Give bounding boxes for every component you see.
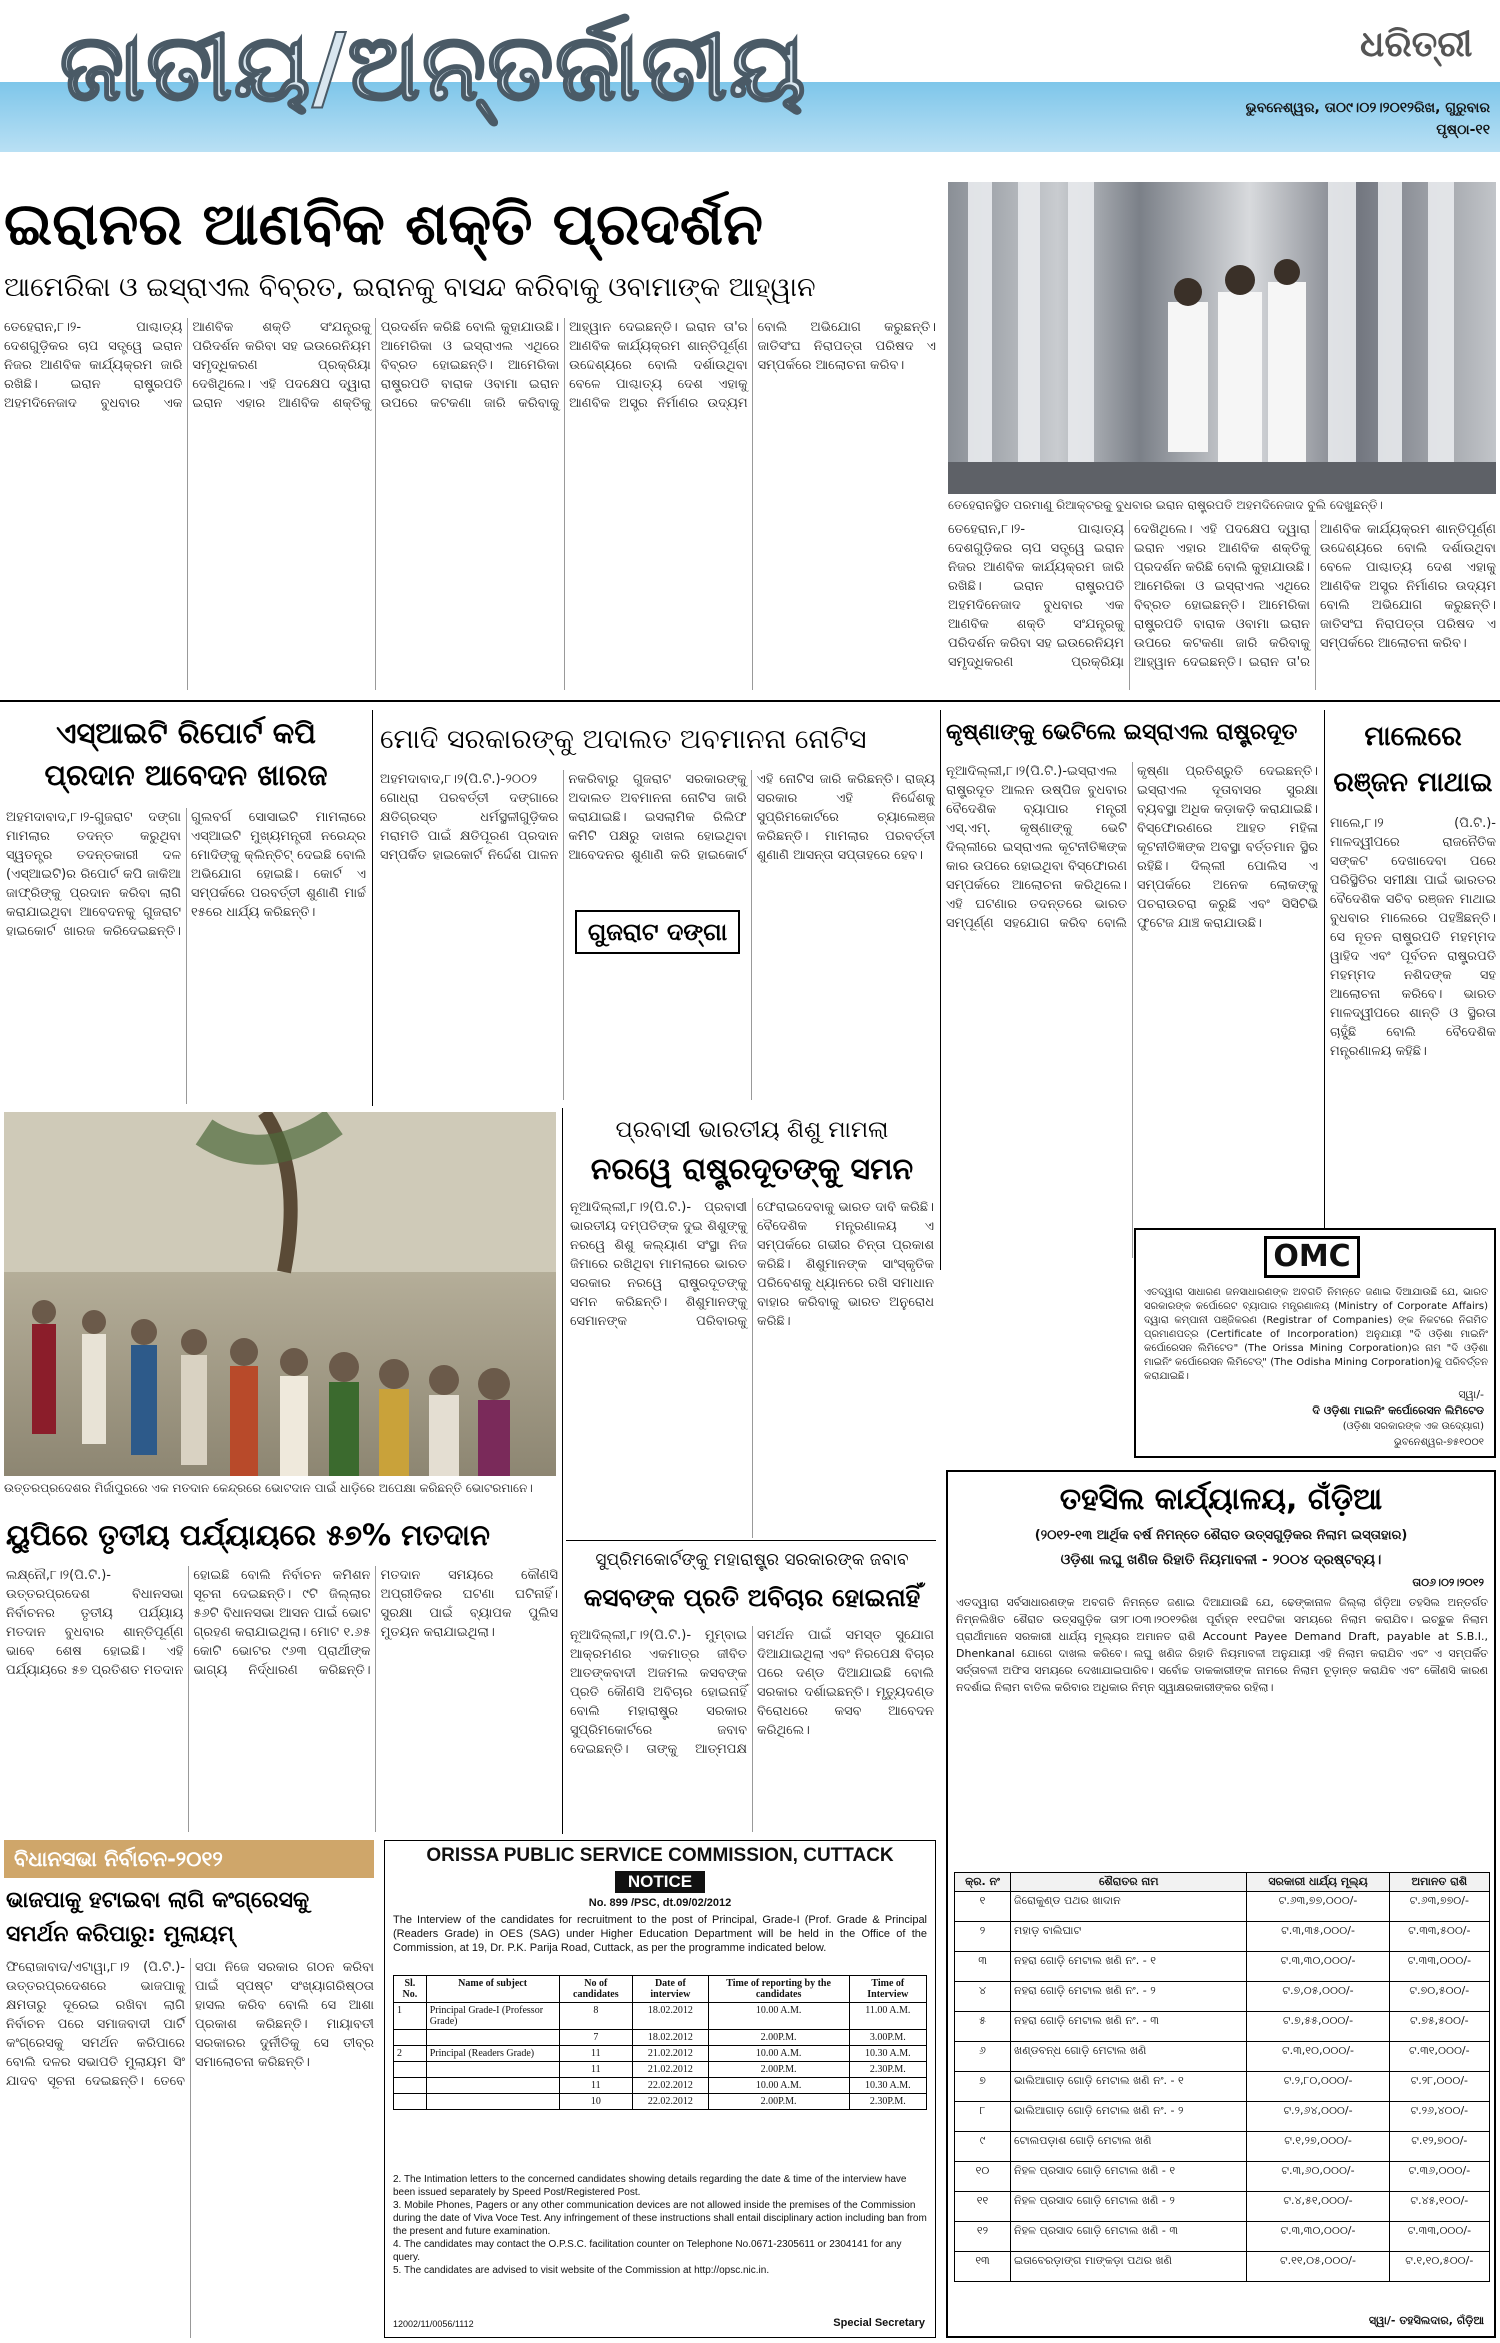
table-row: [394, 2078, 927, 2094]
table-row: [955, 1982, 1490, 2012]
table-cell: ଟ.୨୬,୪୦୦/-: [1389, 2102, 1489, 2132]
table-cell: ଟ.୩୧,୦୦୦/-: [1389, 2042, 1489, 2072]
table-cell: ଟୋଲପଡ଼ାଶ ଗୋଡ଼ି ମେଟାଲ ଖଣି: [1011, 2132, 1247, 2162]
paper-name: ଧରିତ୍ରୀ: [1360, 24, 1473, 65]
opsc-code: 12002/11/0056/1112: [393, 2319, 474, 2329]
mulayam-body: ଫିରୋଜାବାଦ/ଏଟାୱା,୮।୨ (ପି.ଟି.)- ଉତ୍ତରପ୍ରଦେଶରେ ଭାଜପାକୁ କ୍ଷମତାରୁ ଦୂରେଇ ରଖିବା ଲାଗି ନିର୍ବାଚନ ପରେ ସମାଜବାଦୀ ପାର୍ଟି କଂଗ୍ରେସକୁ ସମର୍ଥନ କରିପାରେ ବୋଲି ଦଳର ସଭାପତି ମୁଲାୟମ ସିଂ ଯାଦବ ସୂଚନା ଦେଇଛନ୍ତି। ତେବେ ସପା ନିଜେ ସରକାର ଗଠନ କରିବା ପାଇଁ ସ୍ପଷ୍ଟ ସଂଖ୍ୟାଗରିଷ୍ଠତା ହାସଲ କରିବ ବୋଲି ସେ ଆଶା ପ୍ରକାଶ କରିଛନ୍ତି। ମାୟାବତୀ ସରକାରର ଦୁର୍ନୀତିକୁ ସେ ତୀବ୍ର ସମାଲୋଚନା କରିଛନ୍ତି।: [6, 1960, 374, 2089]
table-cell: [394, 2062, 427, 2078]
table-cell: 3.00P.M.: [849, 2030, 926, 2046]
table-cell: ଟ.୭,୫୫,୦୦୦/-: [1247, 2012, 1389, 2042]
israel-headline: କୃଷ୍ଣାଙ୍କୁ ଭେଟିଲେ ଇସ୍ରାଏଲ ରାଷ୍ଟ୍ରଦୂତ: [946, 720, 1298, 745]
table-cell: ଟ.୨,୮୦,୦୦୦/-: [1247, 2072, 1389, 2102]
lead-headline: ଇରାନର ଆଣବିକ ଶକ୍ତି ପ୍ରଦର୍ଶନ: [4, 190, 764, 258]
omc-body: ଏତଦ୍ୱାରା ସାଧାରଣ ଜନସାଧାରଣଙ୍କ ଅବଗତି ନିମନ୍ତେ ଜଣାଇ ଦିଆଯାଉଛି ଯେ, ଭାରତ ସରକାରଙ୍କ କର୍ପୋରେଟ ବ୍ୟାପାର ମନ୍ତ୍ରଣାଳୟ (Ministry of Corporate Affairs) ଦ୍ୱାରା କମ୍ପାନୀ ପଞ୍ଜିକରଣ (Registrar of Companies) ଙ୍କ ନିକଟରେ ନିଗମିତ ପ୍ରମାଣପତ୍ର (Certificate of Incorporation) ଅନୁଯାୟୀ "ଦି ଓଡ଼ିଶା ମାଇନିଂ କର୍ପୋରେସନ ଲିମିଟେଡ" (The Orissa Mining Corporation)ର ନାମ "ଦି ଓଡ଼ିଶା ମାଇନିଂ କର୍ପୋରେସନ ଲିମିଟେଡ୍" (The Odisha Mining Corporation)କୁ ପରିବର୍ତ୍ତନ କରାଯାଇଛି।: [1144, 1287, 1488, 1382]
lead-photo-caption: ତେହେରାନସ୍ଥିତ ପରମାଣୁ ରିଆକ୍ଟରକୁ ବୁଧବାର ଇରାନ ରାଷ୍ଟ୍ରପତି ଅହମଦିନେଜାଦ ବୁଲି ଦେଖୁଛନ୍ତି।: [948, 498, 1383, 512]
modi-body: ଅହମଦାବାଦ,୮।୨(ପି.ଟି.)-୨୦୦୨ ଗୋଧ୍ରା ପରବର୍ତ୍ତୀ ଦଙ୍ଗାରେ କ୍ଷତିଗ୍ରସ୍ତ ଧର୍ମସ୍ଥଳୀଗୁଡ଼ିକର ମରାମତି ପାଇଁ କ୍ଷତିପୂରଣ ପ୍ରଦାନ ସମ୍ପର୍କିତ ହାଇକୋର୍ଟ ନିର୍ଦ୍ଦେଶ ପାଳନ ନକରିବାରୁ ଗୁଜରାଟ ସରକାରଙ୍କୁ ଅଦାଲତ ଅବମାନନା ନୋଟିସ ଜାରି କରାଯାଇଛି। ଇସଲାମିକ ରିଲିଫ କମିଟି ପକ୍ଷରୁ ଦାଖଲ ହୋଇଥିବା ଆବେଦନର ଶୁଣାଣି କରି ହାଇକୋର୍ଟ ଏହି ନୋଟିସ ଜାରି କରିଛନ୍ତି। ରାଜ୍ୟ ସରକାର ଏହି ନିର୍ଦ୍ଦେଶକୁ ସୁପ୍ରିମକୋର୍ଟରେ ଚ୍ୟାଲେଞ୍ଜ କରିଛନ୍ତି। ମାମଲାର ପରବର୍ତ୍ତୀ ଶୁଣାଣି ଆସନ୍ତା ସପ୍ତାହରେ ହେବ।: [380, 772, 935, 863]
table-cell: ଭାଲିଆଗାଡ଼ ଗୋଡ଼ି ମେଟାଲ ଖଣି ନଂ. - ୨: [1011, 2102, 1247, 2132]
table-cell: 11: [559, 2046, 633, 2062]
omc-notice: [1134, 1228, 1496, 1458]
table-cell: 10: [559, 2094, 633, 2110]
opsc-note: 4. The candidates may contact the O.P.S.C. facilitation counter on Telephone No.0671-2305611 or 2304141 for any query.: [393, 2239, 902, 2263]
table-row: [955, 2072, 1490, 2102]
divider: [562, 1108, 563, 1834]
table-cell: 2.00P.M.: [708, 2062, 849, 2078]
gujarat-riots-box: ଗୁଜରାଟ ଦଙ୍ଗା: [575, 910, 740, 954]
table-cell: 11: [559, 2078, 633, 2094]
table-row: [394, 2030, 927, 2046]
table-cell: ନହରା ଗୋଡ଼ି ମେଟାଲ ଖଣି ନଂ. - ୧: [1011, 1952, 1247, 1982]
table-cell: ଟ.୩୩,୦୦୦/-: [1389, 1952, 1489, 1982]
opsc-column-header: Time of Interview: [849, 1976, 926, 2003]
table-cell: ୧୩: [955, 2252, 1011, 2282]
divider: [372, 710, 373, 1106]
table-cell: ଟ.୩,୩୦,୦୦୦/-: [1247, 1952, 1389, 1982]
table-cell: 22.02.2012: [633, 2078, 708, 2094]
table-row: [394, 2003, 927, 2030]
polling-photo-caption: ଉତ୍ତରପ୍ରଦେଶର ମିର୍ଜାପୁରରେ ଏକ ମତଦାନ କେନ୍ଦ୍ରରେ ଭୋଟଦାନ ପାଇଁ ଧାଡ଼ିରେ ଅପେକ୍ଷା କରିଛନ୍ତି ଭୋଟରମାନେ।: [4, 1481, 533, 1495]
sit-body: ଅହମଦାବାଦ,୮।୨-ଗୁଜରାଟ ଦଙ୍ଗା ମାମଲାର ତଦନ୍ତ କରୁଥିବା ସ୍ୱତନ୍ତ୍ର ତଦନ୍ତକାରୀ ଦଳ (ଏସ୍‌ଆଇଟି)ର ରିପୋର୍ଟ କପି ଜାକିଆ ଜାଫ୍ରିଙ୍କୁ ପ୍ରଦାନ କରିବା ଲାଗି କରାଯାଇଥିବା ଆବେଦନକୁ ଗୁଜରାଟ ହାଇକୋର୍ଟ ଖାରଜ କରିଦେଇଛନ୍ତି। ଗୁଲବର୍ଗ ସୋସାଇଟି ମାମଲାରେ ଏସ୍‌ଆଇଟି ମୁଖ୍ୟମନ୍ତ୍ରୀ ନରେନ୍ଦ୍ର ମୋଦିଙ୍କୁ କ୍ଲିନ୍‌ଚିଟ୍ ଦେଇଛି ବୋଲି ଅଭିଯୋଗ ହୋଇଛି। କୋର୍ଟ ଏ ସମ୍ପର୍କରେ ପରବର୍ତ୍ତୀ ଶୁଣାଣି ମାର୍ଚ୍ଚ ୧୫ରେ ଧାର୍ଯ୍ୟ କରିଛନ୍ତି।: [6, 810, 366, 939]
lead-body-continued: ତେହେରାନ,୮।୨- ପାଶ୍ଚାତ୍ୟ ଦେଶଗୁଡ଼ିକର ଚାପ ସତ୍ତ୍ୱେ ଇରାନ ନିଜର ଆଣବିକ କାର୍ଯ୍ୟକ୍ରମ ଜାରି ରଖିଛି। ଇରାନ ରାଷ୍ଟ୍ରପତି ଅହମଦିନେଜାଦ ବୁଧବାର ଏକ ଆଣବିକ ଶକ୍ତି ସଂଯନ୍ତ୍ରକୁ ପରିଦର୍ଶନ କରିବା ସହ ଇଉରେନିୟମ ସମୃଦ୍ଧିକରଣ ପ୍ରକ୍ରିୟା ଦେଖିଥିଲେ। ଏହି ପଦକ୍ଷେପ ଦ୍ୱାରା ଇରାନ ଏହାର ଆଣବିକ ଶକ୍ତିକୁ ପ୍ରଦର୍ଶନ କରିଛି ବୋଲି କୁହାଯାଉଛି। ଆମେରିକା ଓ ଇସ୍ରାଏଲ ଏଥିରେ ବିବ୍ରତ ହୋଇଛନ୍ତି। ଆମେରିକା ରାଷ୍ଟ୍ରପତି ବାରାକ ଓବାମା ଇରାନ ଉପରେ କଟକଣା ଜାରି କରିବାକୁ ଆହ୍ୱାନ ଦେଇଛନ୍ତି। ଇରାନ ତା'ର ଆଣବିକ କାର୍ଯ୍ୟକ୍ରମ ଶାନ୍ତିପୂର୍ଣ୍ଣ ଉଦ୍ଦେଶ୍ୟରେ ବୋଲି ଦର୍ଶାଉଥିବା ବେଳେ ପାଶ୍ଚାତ୍ୟ ଦେଶ ଏହାକୁ ଆଣବିକ ଅସ୍ତ୍ର ନିର୍ମାଣର ଉଦ୍ୟମ ବୋଲି ଅଭିଯୋଗ କରୁଛନ୍ତି। ଜାତିସଂଘ ନିରାପତ୍ତା ପରିଷଦ ଏ ସମ୍ପର୍କରେ ଆଲୋଚନା କରିବ।: [948, 522, 1496, 670]
table-cell: ୯: [955, 2132, 1011, 2162]
dateline: ଭୁବନେଶ୍ୱର, ତା୦୯।୦୨।୨୦୧୨ରିଖ, ଗୁରୁବାର: [1245, 100, 1490, 116]
opsc-signatory: Special Secretary: [833, 2317, 925, 2329]
page-number: ପୃଷ୍ଠା-୧୧: [1436, 122, 1490, 138]
table-cell: [394, 2030, 427, 2046]
opsc-table-header: [394, 1976, 927, 2003]
table-cell: ଟ.୧,୨୭,୦୦୦/-: [1247, 2132, 1389, 2162]
table-row: [955, 1892, 1490, 1922]
omc-sign-label: ସ୍ୱା/-: [1458, 1388, 1484, 1401]
table-cell: ଟ.୭,୦୫,୦୦୦/-: [1247, 1982, 1389, 2012]
table-cell: ଇତାବେରଡ଼ାଙ୍ଗ ମାଙ୍କଡ଼ା ପଥର ଖଣି: [1011, 2252, 1247, 2282]
opsc-number: No. 899 /PSC, dt.09/02/2012: [588, 1897, 732, 1909]
table-cell: ୧୨: [955, 2222, 1011, 2252]
table-cell: ଟ.୭୦,୫୦୦/-: [1389, 1982, 1489, 2012]
tender-column-header: ସରକାରୀ ଧାର୍ଯ୍ୟ ମୂଲ୍ୟ: [1247, 1873, 1389, 1892]
table-cell: ଟ.୧୧,୦୫,୦୦୦/-: [1247, 2252, 1389, 2282]
table-cell: ଟ.୪,୫୧,୦୦୦/-: [1247, 2192, 1389, 2222]
opsc-note: 5. The candidates are advised to visit website of the Commission at http://opsc.nic.in.: [393, 2265, 770, 2276]
table-cell: 2.00P.M.: [708, 2094, 849, 2110]
table-cell: ଭାଲିଆଗାଡ଼ ଗୋଡ଼ି ମେଟାଲ ଖଣି ନଂ. - ୧: [1011, 2072, 1247, 2102]
masthead: [0, 0, 1500, 160]
table-cell: ଟ.୩,୬୦,୦୦୦/-: [1247, 2162, 1389, 2192]
table-row: [955, 2012, 1490, 2042]
norway-kicker: ପ୍ରବାସୀ ଭାରତୀୟ ଶିଶୁ ମାମଲା: [615, 1117, 889, 1143]
mulayam-headline: ଭାଜପାକୁ ହଟାଇବା ଲାଗି କଂଗ୍ରେସକୁ ସମର୍ଥନ କରିପାରୁ: ମୁଲାୟମ୍: [6, 1888, 310, 1947]
table-cell: 10.30 A.M.: [849, 2046, 926, 2062]
opsc-note: 2. The Intimation letters to the concerned candidates showing details regarding the date & time of the interview have been issued separately by Speed Post/Registered Post.: [393, 2174, 907, 2198]
table-cell: ଟ.୧,୧୦,୫୦୦/-: [1389, 2252, 1489, 2282]
divider: [566, 1540, 936, 1541]
table-cell: ଜିରୋକୁଣ୍ଡ ପଥର ଖାଦାନ: [1011, 1892, 1247, 1922]
table-cell: ୧୧: [955, 2192, 1011, 2222]
up-headline: ୟୁପିରେ ତୃତୀୟ ପର୍ଯ୍ୟାୟରେ ୫୭% ମତଦାନ: [6, 1518, 491, 1552]
section-title: ଜାତୀୟ/ଅନ୍ତର୍ଜାତୀୟ: [60, 14, 808, 121]
table-cell: ୮: [955, 2102, 1011, 2132]
table-cell: 10.30 A.M.: [849, 2078, 926, 2094]
table-cell: ୨: [955, 1922, 1011, 1952]
table-cell: ମହାଡ଼ ବାଲିଘାଟ: [1011, 1922, 1247, 1952]
tender-column-header: ଶୈରାତର ନାମ: [1011, 1873, 1247, 1892]
modi-headline: ମୋଦି ସରକାରଙ୍କୁ ଅଦାଲତ ଅବମାନନା ନୋଟିସ: [380, 724, 867, 755]
table-cell: [426, 2094, 559, 2110]
kasab-kicker: ସୁପ୍ରିମକୋର୍ଟଙ୍କୁ ମହାରାଷ୍ଟ୍ର ସରକାରଙ୍କ ଜବାବ: [595, 1550, 909, 1570]
table-cell: ଟ.୨,୬୪,୦୦୦/-: [1247, 2102, 1389, 2132]
table-cell: 22.02.2012: [633, 2094, 708, 2110]
table-cell: ୩: [955, 1952, 1011, 1982]
table-row: [955, 2042, 1490, 2072]
table-row: [955, 2192, 1490, 2222]
table-cell: ଟ.୨୮,୦୦୦/-: [1389, 2072, 1489, 2102]
table-cell: ଟ.୩୬,୦୦୦/-: [1389, 2162, 1489, 2192]
table-row: [394, 2046, 927, 2062]
table-cell: 7: [559, 2030, 633, 2046]
table-row: [955, 2252, 1490, 2282]
table-cell: ଟ.୪୫,୧୦୦/-: [1389, 2192, 1489, 2222]
kasab-headline: କସବଙ୍କ ପ୍ରତି ଅବିଚାର ହୋଇନାହିଁ: [583, 1583, 921, 1612]
table-row: [955, 2132, 1490, 2162]
opsc-column-header: No of candidates: [559, 1976, 633, 2003]
table-cell: [426, 2062, 559, 2078]
table-cell: ନହରା ଗୋଡ଼ି ମେଟାଲ ଖଣି ନଂ. - ୩: [1011, 2012, 1247, 2042]
opsc-intro: The Interview of the candidates for recruitment to the post of Principal, Grade-I (Prof. Grade & Principal (Readers Grade) in OES (SAG) under Higher Education Department will be held in the Office of the Commission, at 19, Dr. P.K. Parija Road, Cuttack, as per the programme indicated below.: [393, 1914, 927, 1954]
table-cell: 10.00 A.M.: [708, 2003, 849, 2030]
sit-headline: ଏସ୍‌ଆଇଟି ରିପୋର୍ଟ କପି ପ୍ରଦାନ ଆବେଦନ ଖାରଜ: [44, 716, 328, 792]
opsc-column-header: Date of interview: [633, 1976, 708, 2003]
omc-place: ଭୁବନେଶ୍ୱର-୭୫୧୦୦୧: [1393, 1437, 1484, 1448]
table-cell: ଟ.୩,୧୦,୦୦୦/-: [1247, 2042, 1389, 2072]
table-cell: ଟ.୩୩,୫୦୦/-: [1389, 1922, 1489, 1952]
table-cell: 11.00 A.M.: [849, 2003, 926, 2030]
election-banner: ବିଧାନସଭା ନିର୍ବାଚନ-୨୦୧୨: [4, 1840, 374, 1878]
table-cell: ନିହଳ ପ୍ରସାଦ ଗୋଡ଼ି ମେଟାଲ ଖଣି - ୧: [1011, 2162, 1247, 2192]
table-cell: ୧: [955, 1892, 1011, 1922]
table-cell: ୪: [955, 1982, 1011, 2012]
polling-queue-photo: [4, 1112, 556, 1476]
table-cell: 8: [559, 2003, 633, 2030]
opsc-table: [393, 1975, 927, 2110]
opsc-notice: [384, 1840, 936, 2338]
up-body: ଲକ୍ଷ୍ନୌ,୮।୨(ପି.ଟି.)- ଉତ୍ତରପ୍ରଦେଶ ବିଧାନସଭା ନିର୍ବାଚନର ତୃତୀୟ ପର୍ଯ୍ୟାୟ ମତଦାନ ବୁଧବାର ଶାନ୍ତିପୂର୍ଣ୍ଣ ଭାବେ ଶେଷ ହୋଇଛି। ଏହି ପର୍ଯ୍ୟାୟରେ ୫୭ ପ୍ରତିଶତ ମତଦାନ ହୋଇଛି ବୋଲି ନିର୍ବାଚନ କମିଶନ ସୂଚନା ଦେଇଛନ୍ତି। ୯ଟି ଜିଲ୍ଲାର ୫୬ଟି ବିଧାନସଭା ଆସନ ପାଇଁ ଭୋଟ ଗ୍ରହଣ କରାଯାଇଥିଲା। ମୋଟ ୧.୬୫ କୋଟି ଭୋଟର ୯୬୩ ପ୍ରାର୍ଥୀଙ୍କ ଭାଗ୍ୟ ନିର୍ଦ୍ଧାରଣ କରିଛନ୍ତି। ମତଦାନ ସମୟରେ କୌଣସି ଅପ୍ରୀତିକର ଘଟଣା ଘଟିନାହିଁ। ସୁରକ୍ଷା ପାଇଁ ବ୍ୟାପକ ପୁଲିସ ମୁତୟନ କରାଯାଇଥିଲା।: [6, 1568, 558, 1678]
lead-subhead: ଆମେରିକା ଓ ଇସ୍ରାଏଲ ବିବ୍ରତ, ଇରାନକୁ ବାସନ୍ଦ କରିବାକୁ ଓବାମାଙ୍କ ଆହ୍ୱାନ: [4, 272, 816, 303]
omc-signatory-sub: (ଓଡ଼ିଶା ସରକାରଙ୍କ ଏକ ଉଦ୍ୟୋଗ): [1342, 1421, 1484, 1432]
tender-column-header: କ୍ର. ନଂ: [955, 1873, 1011, 1892]
table-cell: [394, 2078, 427, 2094]
table-cell: ନିହଳ ପ୍ରସାଦ ଗୋଡ଼ି ମେଟାଲ ଖଣି - ୩: [1011, 2222, 1247, 2252]
table-cell: [426, 2030, 559, 2046]
israel-body: ନୂଆଦିଲ୍ଲୀ,୮।୨(ପି.ଟି.)-ଇସ୍ରାଏଲ ରାଷ୍ଟ୍ରଦୂତ ଆଲନ ଉଷ୍ପିଜ ବୁଧବାର ବୈଦେଶିକ ବ୍ୟାପାର ମନ୍ତ୍ରୀ ଏସ୍.ଏମ୍. କୃଷ୍ଣାଙ୍କୁ ଭେଟି ଦିଲ୍ଲୀରେ ଇସ୍ରାଏଲ କୂଟନୀତିଜ୍ଞଙ୍କ କାର ଉପରେ ହୋଇଥିବା ବିସ୍ଫୋରଣ ସମ୍ପର୍କରେ ଆଲୋଚନା କରିଥିଲେ। ଏହି ଘଟଣାର ତଦନ୍ତରେ ଭାରତ ସମ୍ପୂର୍ଣ୍ଣ ସହଯୋଗ କରିବ ବୋଲି କୃଷ୍ଣା ପ୍ରତିଶ୍ରୁତି ଦେଇଛନ୍ତି। ଇସ୍ରାଏଲ ଦୂତାବାସର ସୁରକ୍ଷା ବ୍ୟବସ୍ଥା ଅଧିକ କଡ଼ାକଡ଼ି କରାଯାଇଛି। ବିସ୍ଫୋରଣରେ ଆହତ ମହିଳା କୂଟନୀତିଜ୍ଞଙ୍କ ଅବସ୍ଥା ବର୍ତ୍ତମାନ ସ୍ଥିର ରହିଛି। ଦିଲ୍ଲୀ ପୋଲିସ ଏ ସମ୍ପର୍କରେ ଅନେକ ଲୋକଙ୍କୁ ପଚରାଉଚରା କରୁଛି ଏବଂ ସିସିଟିଭି ଫୁଟେଜ ଯାଞ୍ଚ କରାଯାଉଛି।: [946, 764, 1318, 931]
table-cell: 18.02.2012: [633, 2030, 708, 2046]
table-cell: 1: [394, 2003, 427, 2030]
table-cell: 2.00P.M.: [708, 2030, 849, 2046]
table-cell: 2.30P.M.: [849, 2094, 926, 2110]
opsc-notice-label: NOTICE: [615, 1871, 705, 1893]
table-row: [955, 1952, 1490, 1982]
omc-logo: OMC: [1264, 1236, 1360, 1278]
tender-body: ଏତଦ୍ୱାରା ସର୍ବସାଧାରଣଙ୍କ ଅବଗତି ନିମନ୍ତେ ଜଣାଇ ଦିଆଯାଉଛି ଯେ, ଢେଙ୍କାନାଳ ଜିଲ୍ଲା ଗଁଡ଼ିଆ ତହସିଲ ଅନ୍ତର୍ଗତ ନିମ୍ନଲିଖିତ ଶୈରାତ ଉତ୍ସଗୁଡ଼ିକ ତା୨୮।୦୩।୨୦୧୨ରିଖ ପୂର୍ବାହ୍ନ ୧୧ଘଟିକା ସମୟରେ ନିଲାମ କରାଯିବ। ଇଚ୍ଛୁକ ନିଲାମ ପ୍ରାର୍ଥୀମାନେ ସରକାରୀ ଧାର୍ଯ୍ୟ ମୂଲ୍ୟର ଅମାନତ ରାଶି Account Payee Demand Draft, payable at S.B.I., Dhenkanal ଯୋଗେ ଦାଖଲ କରିବେ। ଲଘୁ ଖଣିଜ ରିହାତି ନିୟମାବଳୀ ଅନୁଯାୟୀ ଏହି ନିଲାମ କରାଯିବ ଏବଂ ଏ ସମ୍ପର୍କିତ ସର୍ତ୍ତାବଳୀ ଅଫିସ ସମୟରେ ଦେଖାଯାଇପାରିବ। ସର୍ବୋଚ୍ଚ ଡାକକାରୀଙ୍କ ନାମରେ ନିଲାମ ଚୂଡ଼ାନ୍ତ କରାଯିବ ଏବଂ କୌଣସି କାରଣ ନଦର୍ଶାଇ ନିଲାମ ବାତିଲ କରିବାର ଅଧିକାର ନିମ୍ନ ସ୍ୱାକ୍ଷରକାରୀଙ୍କର ରହିଲା।: [956, 1596, 1488, 1694]
voters-queue-icon: [4, 1112, 556, 1476]
table-cell: 18.02.2012: [633, 2003, 708, 2030]
tender-notice: [946, 1470, 1496, 2338]
norway-body: ନୂଆଦିଲ୍ଲୀ,୮।୨(ପି.ଟି.)- ପ୍ରବାସୀ ଭାରତୀୟ ଦମ୍ପତିଙ୍କ ଦୁଇ ଶିଶୁଙ୍କୁ ନରୱେ ଶିଶୁ କଲ୍ୟାଣ ସଂସ୍ଥା ନିଜ ଜିମାରେ ରଖିଥିବା ମାମଲାରେ ଭାରତ ସରକାର ନରୱେ ରାଷ୍ଟ୍ରଦୂତଙ୍କୁ ସମନ କରିଛନ୍ତି। ଶିଶୁମାନଙ୍କୁ ସେମାନଙ୍କ ପରିବାରକୁ ଫେରାଇଦେବାକୁ ଭାରତ ଦାବି କରିଛି। ବୈଦେଶିକ ମନ୍ତ୍ରଣାଳୟ ଏ ସମ୍ପର୍କରେ ଗଭୀର ଚିନ୍ତା ପ୍ରକାଶ କରିଛି। ଶିଶୁମାନଙ୍କ ସାଂସ୍କୃତିକ ପରିବେଶକୁ ଧ୍ୟାନରେ ରଖି ସମାଧାନ ବାହାର କରିବାକୁ ଭାରତ ଅନୁରୋଧ କରିଛି।: [570, 1200, 934, 1329]
table-cell: ଖଣ୍ଡବନ୍ଧ ଗୋଡ଼ି ମେଟାଲ ଖଣି: [1011, 2042, 1247, 2072]
opsc-column-header: Name of subject: [426, 1976, 559, 2003]
tender-column-header: ଅମାନତ ରାଶି: [1389, 1873, 1489, 1892]
table-cell: ଟ.୬୩,୭୭୦/-: [1389, 1892, 1489, 1922]
nuclear-facility-icon: [948, 182, 1496, 494]
table-cell: [426, 2078, 559, 2094]
table-cell: ନିହଳ ପ୍ରସାଦ ଗୋଡ଼ି ମେଟାଲ ଖଣି - ୨: [1011, 2192, 1247, 2222]
norway-headline: ନରୱେ ରାଷ୍ଟ୍ରଦୂତଙ୍କୁ ସମନ: [590, 1152, 914, 1187]
table-cell: 10.00 A.M.: [708, 2078, 849, 2094]
divider: [1324, 710, 1325, 1230]
opsc-note: 3. Mobile Phones, Pagers or any other communication devices are not allowed inside the premises of the Commission during the date of Viva Voce Test. Any infringement of these instructions shall entail disciplinary action including ban from the present and future examination.: [393, 2200, 927, 2237]
tender-table-header: [955, 1873, 1490, 1892]
lead-photo: [948, 182, 1496, 494]
table-row: [955, 2222, 1490, 2252]
table-row: [955, 1922, 1490, 1952]
table-cell: ନହରା ଗୋଡ଼ି ମେଟାଲ ଖଣି ନଂ. - ୨: [1011, 1982, 1247, 2012]
opsc-column-header: Time of reporting by the candidates: [708, 1976, 849, 2003]
opsc-column-header: Sl. No.: [394, 1976, 427, 2003]
table-cell: ଟ.୩୩,୦୦୦/-: [1389, 2222, 1489, 2252]
opsc-notes: [393, 2173, 927, 2277]
table-row: [955, 2102, 1490, 2132]
table-cell: 21.02.2012: [633, 2062, 708, 2078]
lead-body: ତେହେରାନ,୮।୨- ପାଶ୍ଚାତ୍ୟ ଦେଶଗୁଡ଼ିକର ଚାପ ସତ୍ତ୍ୱେ ଇରାନ ନିଜର ଆଣବିକ କାର୍ଯ୍ୟକ୍ରମ ଜାରି ରଖିଛି। ଇରାନ ରାଷ୍ଟ୍ରପତି ଅହମଦିନେଜାଦ ବୁଧବାର ଏକ ଆଣବିକ ଶକ୍ତି ସଂଯନ୍ତ୍ରକୁ ପରିଦର୍ଶନ କରିବା ସହ ଇଉରେନିୟମ ସମୃଦ୍ଧିକରଣ ପ୍ରକ୍ରିୟା ଦେଖିଥିଲେ। ଏହି ପଦକ୍ଷେପ ଦ୍ୱାରା ଇରାନ ଏହାର ଆଣବିକ ଶକ୍ତିକୁ ପ୍ରଦର୍ଶନ କରିଛି ବୋଲି କୁହାଯାଉଛି। ଆମେରିକା ଓ ଇସ୍ରାଏଲ ଏଥିରେ ବିବ୍ରତ ହୋଇଛନ୍ତି। ଆମେରିକା ରାଷ୍ଟ୍ରପତି ବାରାକ ଓବାମା ଇରାନ ଉପରେ କଟକଣା ଜାରି କରିବାକୁ ଆହ୍ୱାନ ଦେଇଛନ୍ତି। ଇରାନ ତା'ର ଆଣବିକ କାର୍ଯ୍ୟକ୍ରମ ଶାନ୍ତିପୂର୍ଣ୍ଣ ଉଦ୍ଦେଶ୍ୟରେ ବୋଲି ଦର୍ଶାଉଥିବା ବେଳେ ପାଶ୍ଚାତ୍ୟ ଦେଶ ଏହାକୁ ଆଣବିକ ଅସ୍ତ୍ର ନିର୍ମାଣର ଉଦ୍ୟମ ବୋଲି ଅଭିଯୋଗ କରୁଛନ୍ତି। ଜାତିସଂଘ ନିରାପତ୍ତା ପରିଷଦ ଏ ସମ୍ପର୍କରେ ଆଲୋଚନା କରିବ।: [4, 320, 936, 411]
table-cell: ଟ.୧୨,୭୦୦/-: [1389, 2132, 1489, 2162]
table-cell: ଟ.୬୩,୭୭,୦୦୦/-: [1247, 1892, 1389, 1922]
table-cell: 2.30P.M.: [849, 2062, 926, 2078]
divider: [0, 700, 1500, 702]
malay-headline: ମାଲେରେ ରଞ୍ଜନ ମାଥାଇ: [1333, 721, 1493, 798]
malay-body: ମାଲେ,୮।୨ (ପି.ଟି.)- ମାଳଦ୍ୱୀପରେ ରାଜନୈତିକ ସଙ୍କଟ ଦେଖାଦେବା ପରେ ପରିସ୍ଥିତିର ସମୀକ୍ଷା ପାଇଁ ଭାରତର ବୈଦେଶିକ ସଚିବ ରଞ୍ଜନ ମାଥାଇ ବୁଧବାର ମାଲେରେ ପହଞ୍ଚିଛନ୍ତି। ସେ ନୂତନ ରାଷ୍ଟ୍ରପତି ମହମ୍ମଦ ୱାହିଦ ଏବଂ ପୂର୍ବତନ ରାଷ୍ଟ୍ରପତି ମହମ୍ମଦ ନଶିଦଙ୍କ ସହ ଆଲୋଚନା କରିବେ। ଭାରତ ମାଳଦ୍ୱୀପରେ ଶାନ୍ତି ଓ ସ୍ଥିରତା ଚାହୁଁଛି ବୋଲି ବୈଦେଶିକ ମନ୍ତ୍ରଣାଳୟ କହିଛି।: [1330, 816, 1496, 1059]
table-cell: Principal (Readers Grade): [426, 2046, 559, 2062]
tender-subtitle: (୨୦୧୨-୧୩ ଆର୍ଥିକ ବର୍ଷ ନିମନ୍ତେ ଶୈରାତ ଉତ୍ସଗୁଡ଼ିକର ନିଲାମ ଇସ୍ତାହାର): [1034, 1528, 1408, 1543]
table-cell: [394, 2094, 427, 2110]
opsc-title: ORISSA PUBLIC SERVICE COMMISSION, CUTTACK: [426, 1845, 894, 1866]
table-cell: 21.02.2012: [633, 2046, 708, 2062]
tender-subtitle2: ଓଡ଼ିଶା ଲଘୁ ଖଣିଜ ରିହାତି ନିୟମାବଳୀ - ୨୦୦୪ ଦ୍ରଷ୍ଟବ୍ୟ।: [1060, 1552, 1382, 1568]
kasab-body: ନୂଆଦିଲ୍ଲୀ,୮।୨(ପି.ଟି.)- ମୁମ୍ବାଇ ଆକ୍ରମଣର ଏକମାତ୍ର ଜୀବିତ ଆତଙ୍କବାଦୀ ଅଜମଲ କସବଙ୍କ ପ୍ରତି କୌଣସି ଅବିଚାର ହୋଇନାହିଁ ବୋଲି ମହାରାଷ୍ଟ୍ର ସରକାର ସୁପ୍ରିମକୋର୍ଟରେ ଜବାବ ଦେଇଛନ୍ତି। ତାଙ୍କୁ ଆତ୍ମପକ୍ଷ ସମର୍ଥନ ପାଇଁ ସମସ୍ତ ସୁଯୋଗ ଦିଆଯାଇଥିଲା ଏବଂ ନିରପେକ୍ଷ ବିଚାର ପରେ ଦଣ୍ଡ ଦିଆଯାଇଛି ବୋଲି ସରକାର ଦର୍ଶାଇଛନ୍ତି। ମୃତ୍ୟୁଦଣ୍ଡ ବିରୋଧରେ କସବ ଆବେଦନ କରିଥିଲେ।: [570, 1628, 934, 1757]
tender-date: ତା୦୬।୦୨।୨୦୧୨: [1412, 1576, 1484, 1589]
table-cell: ୬: [955, 2042, 1011, 2072]
table-cell: ଟ.୭୫,୫୦୦/-: [1389, 2012, 1489, 2042]
table-cell: ୭: [955, 2072, 1011, 2102]
omc-signatory: ଦି ଓଡ଼ିଶା ମାଇନିଂ କର୍ପୋରେସନ ଲିମିଟେଡ: [1312, 1404, 1484, 1417]
table-cell: 2: [394, 2046, 427, 2062]
table-row: [394, 2062, 927, 2078]
table-cell: ୫: [955, 2012, 1011, 2042]
table-cell: ଟ.୩,୩୫,୦୦୦/-: [1247, 1922, 1389, 1952]
table-cell: 11: [559, 2062, 633, 2078]
table-cell: ୧୦: [955, 2162, 1011, 2192]
tender-sign: ସ୍ୱା/- ତହସିଲଦାର, ଗଁଡ଼ିଆ: [1368, 2314, 1484, 2327]
table-cell: ଟ.୩,୩୦,୦୦୦/-: [1247, 2222, 1389, 2252]
divider: [940, 710, 941, 1270]
table-row: [955, 2162, 1490, 2192]
table-cell: 10.00 A.M.: [708, 2046, 849, 2062]
tender-title: ତହସିଲ କାର୍ଯ୍ୟାଳୟ, ଗଁଡ଼ିଆ: [1059, 1482, 1383, 1517]
table-row: [394, 2094, 927, 2110]
tender-table: [954, 1872, 1490, 2282]
table-cell: Principal Grade-I (Professor Grade): [426, 2003, 559, 2030]
